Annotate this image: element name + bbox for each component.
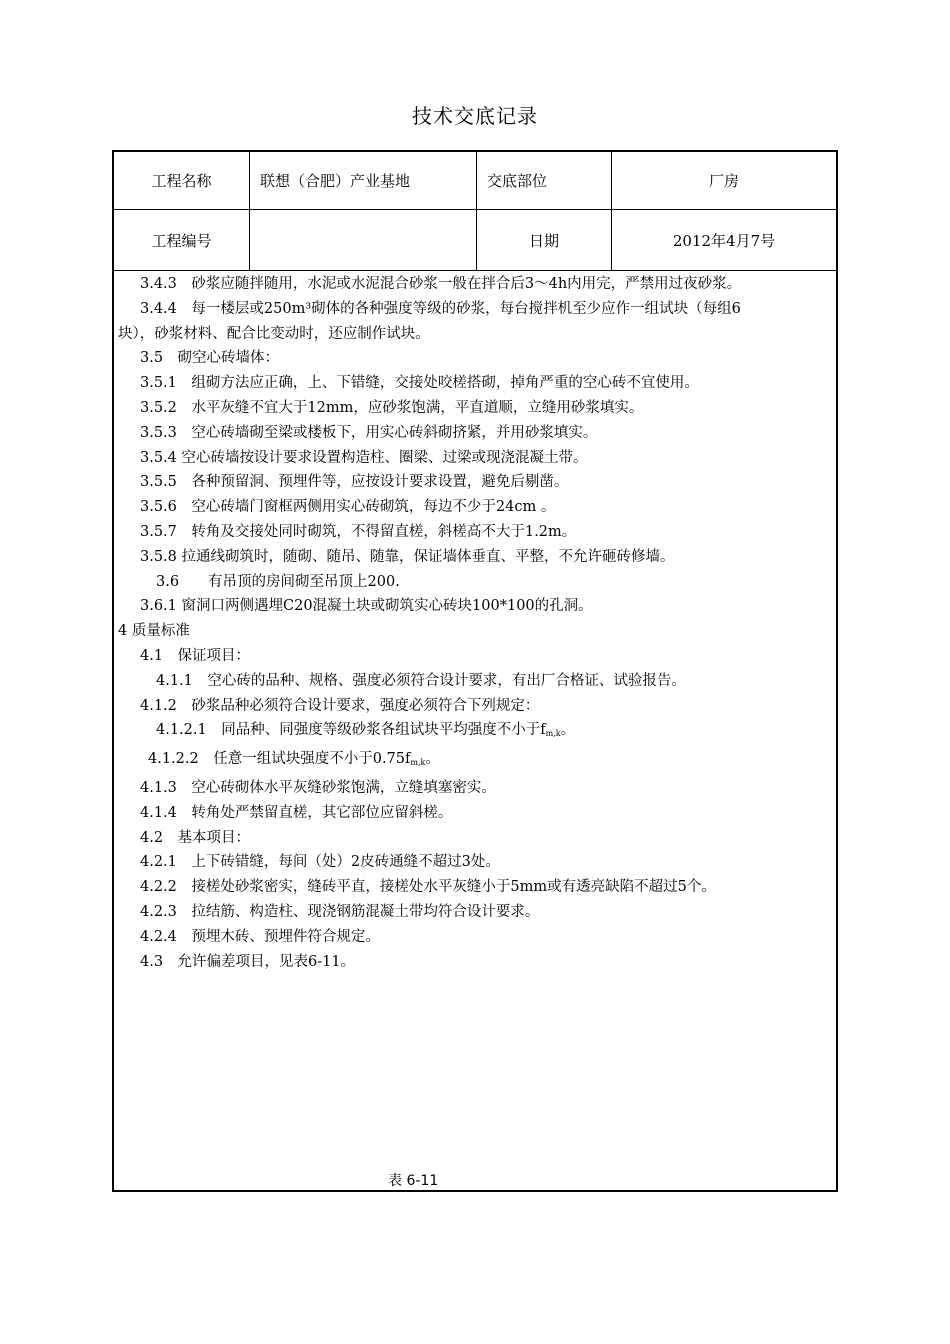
content-line: 块），砂浆材料、配合比变动时，还应制作试块。 bbox=[118, 325, 430, 342]
content-line: 3.5.4 空心砖墙按设计要求设置构造柱、圈梁、过梁或现浇混凝土带。 bbox=[140, 449, 588, 466]
project-no-value bbox=[250, 210, 476, 270]
content-line: 3.6 有吊顶的房间砌至吊顶上200. bbox=[156, 573, 400, 590]
content-line: 4.1.4 转角处严禁留直槎，其它部位应留斜槎。 bbox=[140, 804, 453, 821]
content-line: 3.5.7 转角及交接处同时砌筑，不得留直槎，斜槎高不大于1.2m。 bbox=[140, 523, 577, 540]
content-line: 4.2.2 接槎处砂浆密实，缝砖平直，接槎处水平灰缝小于5mm或有透亮缺陷不超过5个。 bbox=[140, 879, 716, 896]
content-line: 3.5.1 组砌方法应正确，上、下错缝，交接处咬槎搭砌，掉角严重的空心砖不宜使用。 bbox=[140, 375, 699, 392]
content-line bbox=[114, 747, 836, 776]
content-line: 3.5.2 水平灰缝不宜大于12mm，应砂浆饱满，平直道顺，立缝用砂浆填实。 bbox=[140, 399, 644, 416]
content-punct: 。 bbox=[560, 722, 576, 739]
content-line: 4.2 基本项目： bbox=[140, 829, 251, 846]
content-text: 4.1.2.1 同品种、同强度等级砂浆各组试块平均强度不小于f bbox=[156, 722, 546, 739]
subscript: m,k bbox=[410, 758, 426, 768]
content-line: 4.2.1 上下砖错缝，每间（处）2皮砖通缝不超过3处。 bbox=[140, 854, 500, 871]
content-line: 3.5.8 拉通线砌筑时，随砌、随吊、随靠，保证墙体垂直、平整，不允许砸砖修墙。 bbox=[140, 548, 675, 565]
content-line: 4.2.4 预埋木砖、预埋件符合规定。 bbox=[140, 928, 380, 945]
location-label: 交底部位 bbox=[487, 172, 548, 190]
content-punct: 。 bbox=[425, 751, 440, 768]
content-line: 3.5.3 空心砖墙砌至梁或楼板下，用实心砖斜砌挤紧，并用砂浆填实。 bbox=[140, 424, 598, 441]
content-line: 4.1.3 空心砖砌体水平灰缝砂浆饱满，立缝填塞密实。 bbox=[140, 779, 496, 796]
row-divider bbox=[114, 270, 836, 271]
table-caption: 表 6-11 bbox=[388, 1173, 439, 1189]
date-label: 日期 bbox=[528, 231, 559, 250]
content-line bbox=[114, 718, 836, 747]
subscript: m,k bbox=[545, 729, 561, 739]
content-line: 3.5 砌空心砖墙体： bbox=[140, 350, 280, 367]
content-line: 4.2.3 拉结筋、构造柱、现浇钢筋混凝土带均符合设计要求。 bbox=[140, 903, 540, 920]
content-line: 3.4.3 砂浆应随拌随用，水泥或水泥混合砂浆一般在拌合后3～4h内用完，严禁用过夜砂浆。 bbox=[140, 276, 742, 292]
content-line: 4.1.2 砂浆品种必须符合设计要求，强度必须符合下列规定： bbox=[140, 697, 540, 714]
content-line: 3.5.6 空心砖墙门窗框两侧用实心砖砌筑，每边不少于24cm 。 bbox=[140, 499, 556, 516]
content-line: 4.3 允许偏差项目，见表6-11。 bbox=[140, 953, 356, 970]
content-line: 3.6.1 窗洞口两侧遇埋C20混凝土块或砌筑实心砖块100*100的孔洞。 bbox=[140, 598, 593, 615]
disclosure-content bbox=[114, 272, 836, 974]
content-line: 3.4.4 每一楼层或250m³砌体的各种强度等级的砂浆，每台搅拌机至少应作一组试块（每组6 bbox=[140, 300, 741, 317]
section-heading: 4 质量标准 bbox=[118, 623, 190, 640]
date-value: 2012年4月7号 bbox=[672, 231, 776, 250]
content-line: 4.1.1 空心砖的品种、规格、强度必须符合设计要求，有出厂合格证、试验报告。 bbox=[156, 672, 686, 689]
content-text: 4.1.2.2 任意一组试块强度不小于0.75f bbox=[148, 751, 411, 768]
content-line: 4.1 保证项目： bbox=[140, 647, 251, 664]
project-name-label: 工程名称 bbox=[151, 172, 212, 190]
project-no-label: 工程编号 bbox=[151, 231, 212, 250]
content-line: 3.5.5 各种预留洞、预埋件等，应按设计要求设置，避免后剔凿。 bbox=[140, 474, 569, 491]
project-name-value: 联想（合肥）产业基地 bbox=[260, 172, 411, 190]
page-title: 技术交底记录 bbox=[412, 104, 538, 128]
location-value: 厂房 bbox=[708, 172, 739, 190]
record-table bbox=[112, 150, 838, 1192]
